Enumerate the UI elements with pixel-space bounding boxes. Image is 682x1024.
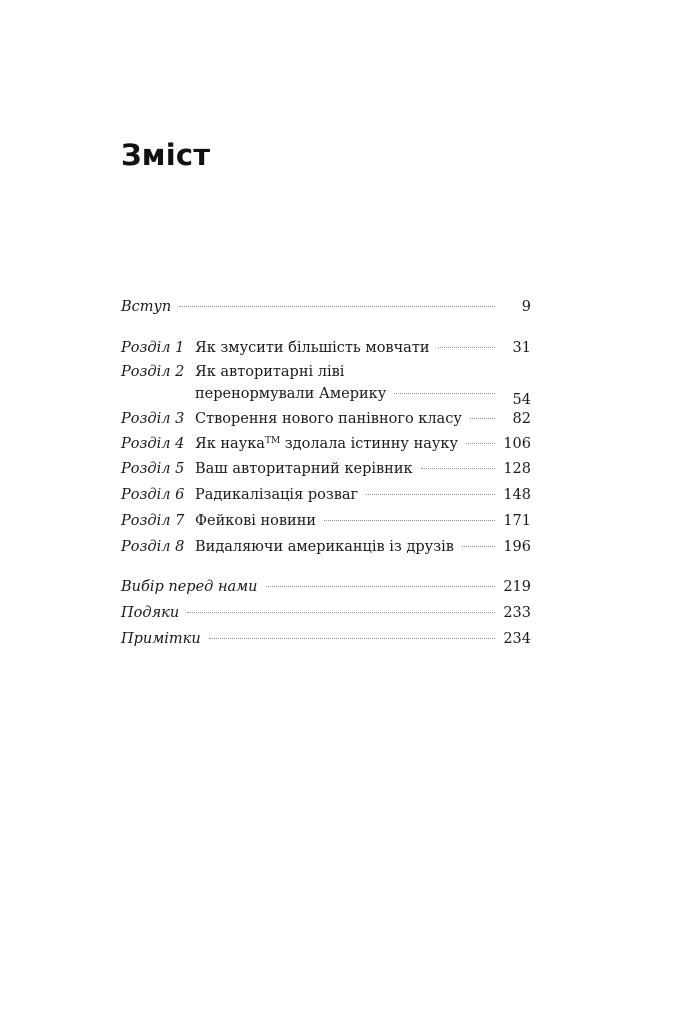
toc-title: Створення нового панівного класу [195, 411, 462, 427]
toc-entry-acknowledgements[interactable] [121, 602, 531, 624]
toc-label: Розділ 2 [121, 364, 185, 380]
toc-label: Розділ 3 [121, 411, 185, 427]
dotted-leader [438, 347, 495, 348]
toc-label: Розділ 5 [121, 461, 185, 477]
toc-title: Як змусити більшість мовчати [195, 340, 430, 356]
page-title: Зміст [121, 138, 211, 172]
toc-label: Розділ 1 [121, 340, 185, 356]
toc-page-number: 9 [521, 299, 531, 315]
toc-label: Розділ 4 [121, 436, 185, 452]
toc-entry-chapter-1[interactable] [121, 337, 531, 359]
toc-label: Подяки [121, 605, 180, 621]
toc-title: Видаляючи американців із друзів [195, 539, 454, 555]
toc-title: Фейкові новини [195, 513, 317, 529]
toc-entry-notes[interactable] [121, 628, 531, 650]
dotted-leader [187, 612, 495, 613]
toc-entry-conclusion[interactable] [121, 576, 531, 598]
toc-page-number: 233 [503, 605, 531, 621]
toc-page-number: 196 [503, 539, 531, 555]
dotted-leader [462, 546, 495, 547]
dotted-leader [421, 468, 495, 469]
toc-page-number: 128 [503, 461, 531, 477]
toc-page-number: 219 [503, 579, 531, 595]
toc-entry-chapter-4[interactable] [121, 433, 531, 455]
dotted-leader [324, 520, 495, 521]
toc-entry-chapter-5[interactable] [121, 458, 531, 480]
toc-entry-chapter-6[interactable] [121, 484, 531, 506]
toc-entry-chapter-8[interactable] [121, 536, 531, 558]
dotted-leader [266, 586, 495, 587]
toc-entry-chapter-2-continued[interactable] [121, 383, 531, 408]
toc-label: Примітки [121, 631, 201, 647]
dotted-leader [209, 638, 495, 639]
toc-page-number: 31 [512, 340, 531, 356]
toc-entry-chapter-3[interactable] [121, 408, 531, 430]
toc-entry-chapter-7[interactable] [121, 510, 531, 532]
toc-page-number: 171 [503, 513, 531, 529]
toc-label: Вибір перед нами [121, 579, 258, 595]
dotted-leader [179, 306, 495, 307]
toc-page-number: 148 [503, 487, 531, 503]
toc-title-line-1: Як авторитарні ліві [195, 364, 345, 380]
toc-page-number: 234 [503, 631, 531, 647]
trademark-sign: TM [264, 436, 281, 446]
dotted-leader [394, 393, 495, 394]
toc-page-number: 54 [512, 392, 531, 408]
toc-label: Вступ [121, 299, 172, 315]
toc-page-number: 106 [503, 436, 531, 452]
toc-title-line-2: перенормували Америку [195, 386, 387, 402]
toc-title: Як наука™ здолала істинну науку [195, 436, 459, 452]
toc-label: Розділ 8 [121, 539, 185, 555]
toc-page-number: 82 [512, 411, 531, 427]
toc-title: Ваш авторитарний керівник [195, 461, 413, 477]
toc-title: Радикалізація розваг [195, 487, 359, 503]
toc-entry-intro[interactable] [121, 296, 531, 318]
toc-entry-chapter-2[interactable] [121, 361, 531, 383]
dotted-leader [366, 494, 495, 495]
toc-label: Розділ 7 [121, 513, 185, 529]
dotted-leader [470, 418, 495, 419]
toc-label: Розділ 6 [121, 487, 185, 503]
dotted-leader [466, 443, 495, 444]
